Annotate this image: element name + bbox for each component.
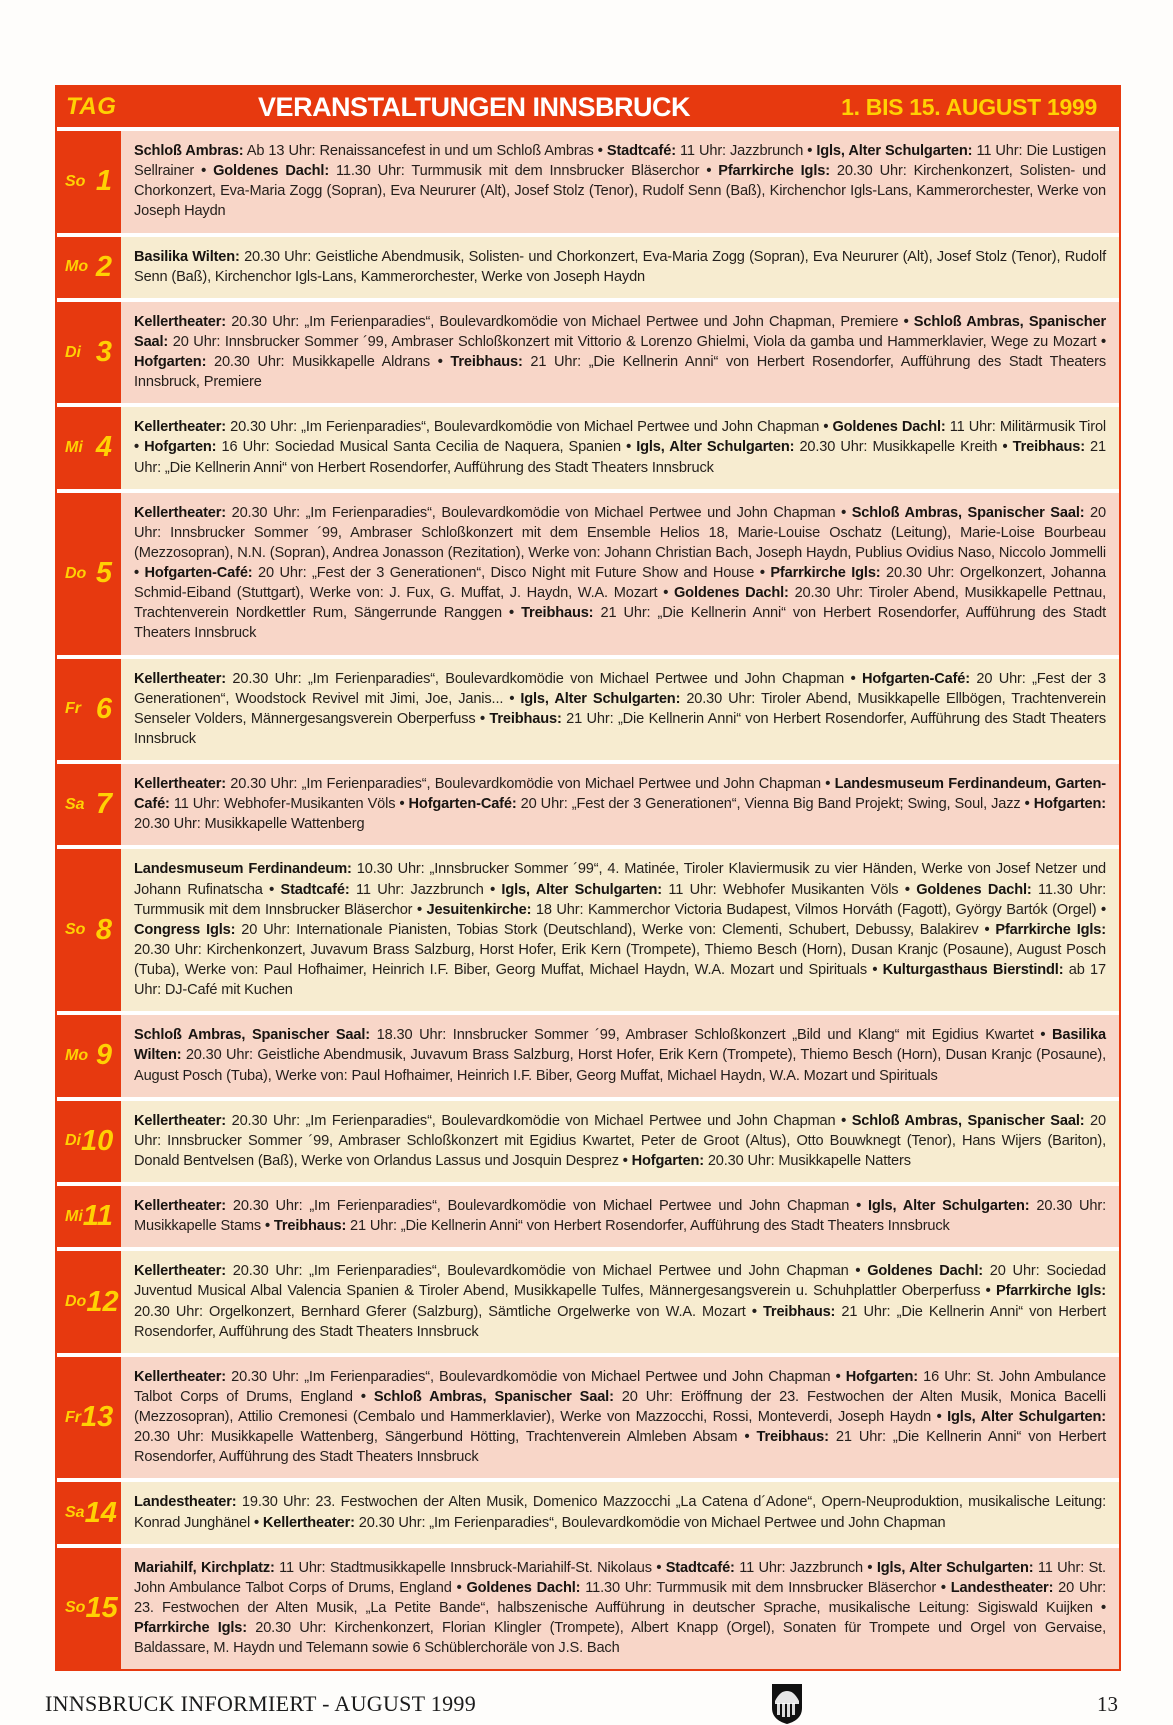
day-events: [121, 493, 1119, 655]
page-title: VERANSTALTUNGEN INNSBRUCK: [258, 91, 691, 122]
calendar-header: [57, 87, 1119, 127]
day-cell: [57, 1101, 121, 1182]
day-cell: [57, 659, 121, 761]
day-row: [57, 407, 1119, 488]
day-row: [57, 764, 1119, 845]
day-number: 15: [85, 1591, 118, 1624]
day-abbr: Mi: [65, 1207, 83, 1225]
day-cell: [57, 1186, 121, 1247]
event-text: Landesmuseum Ferdinandeum: 10.30 Uhr: „Innsbrucker Sommer ´99“, 4. Matinée, Tiroler Klaviermusik zu vier Händen, Werke von Josef Netzer und Johann Rufinatscha • Stadtcafé: 11 Uhr: Jazzbrunch • Igls, Alter Schulgarten: 11 Uhr: Webhofer Musikanten Völs • Goldenes Dachl: 11.30 Uhr: Turmmusik mit dem Innsbrucker Bläserchor • Jesuitenkirche: 18 Uhr: Kammerchor Victoria Budapest, Vilmos Horváth (Fagott), György Bartók (Orgel) • Congress Igls: 20 Uhr: Internationale Pianisten, Tobias Stork (Deutschland), Werke von: Clementi, Schubert, Debussy, Balakirev • Pfarrkirche Igls: 20.30 Uhr: Kirchenkonzert, Juvavum Brass Salzburg, Horst Hofer, Erik Kern (Trompete), Thiemo Besch (Horn), Dusan Kranjc (Posaune), August Posch (Tuba), Werke von: Paul Hofhaimer, Heinrich I.F. Biber, Georg Muffat, Michael Haydn, W.A. Mozart und Spirituals • Kulturgasthaus Bierstindl: ab 17 Uhr: DJ-Café mit Kuchen: [134, 861, 1106, 999]
innsbruck-coat-of-arms-icon: [771, 1683, 803, 1725]
day-row: [57, 131, 1119, 233]
event-text: Kellertheater: 20.30 Uhr: „Im Ferienparadies“, Boulevardkomödie von Michael Pertwee und John Chapman • Landesmuseum Ferdinandeum, Garten-Café: 11 Uhr: Webhofer-Musikanten Völs • Hofgarten-Café: 20 Uhr: „Fest der 3 Generationen“, Vienna Big Band Projekt; Swing, Soul, Jazz • Hofgarten: 20.30 Uhr: Musikkapelle Wattenberg: [134, 776, 1106, 833]
magazine-title: INNSBRUCK INFORMIERT - AUGUST 1999: [45, 1691, 477, 1716]
day-number: 3: [95, 336, 112, 368]
day-events: [121, 1101, 1119, 1182]
day-number: 5: [95, 557, 112, 590]
event-text: Kellertheater: 20.30 Uhr: „Im Ferienparadies“, Boulevardkomödie von Michael Pertwee und John Chapman • Goldenes Dachl: 20 Uhr: Sociedad Juventud Musical Albal Valencia Spanien & Tiroler Abend, Musikkapelle Tulfes, Männergesangsverein u. Schuhplattler Oberperfuss • Pfarrkirche Igls: 20.30 Uhr: Orgelkonzert, Bernhard Gferer (Salzburg), Sämtliche Orgelwerke von W.A. Mozart • Treibhaus: 21 Uhr: „Die Kellnerin Anni“ von Herbert Rosendorfer, Aufführung des Stadt Theaters Innsbruck: [134, 1263, 1106, 1340]
day-events: [121, 1482, 1119, 1543]
day-abbr: Do: [65, 1293, 87, 1310]
day-number: 4: [95, 431, 112, 464]
day-number: 12: [86, 1285, 119, 1318]
day-row: [57, 1186, 1119, 1247]
day-events: [121, 1186, 1119, 1247]
day-abbr: Mi: [65, 438, 83, 456]
day-events: [121, 1015, 1119, 1096]
day-abbr: Di: [65, 343, 81, 361]
day-number: 7: [95, 788, 112, 821]
day-abbr: Mo: [65, 1046, 89, 1064]
day-cell: [57, 764, 121, 845]
event-text: Kellertheater: 20.30 Uhr: „Im Ferienparadies“, Boulevardkomödie von Michael Pertwee und John Chapman • Schloß Ambras, Spanischer Saal: 20 Uhr: Innsbrucker Sommer ´99, Ambraser Schloßkonzert mit Egidius Kwartet, Peter de Groot (Altus), Otto Bouwknegt (Tenor), Hans Wijers (Bariton), Donald Bentvelsen (Baß), Werke von Orlandus Lassus und Josquin Desprez • Hofgarten: 20.30 Uhr: Musikkapelle Natters: [134, 1112, 1106, 1169]
event-text: Kellertheater: 20.30 Uhr: „Im Ferienparadies“, Boulevardkomödie von Michael Pertwee und John Chapman • Goldenes Dachl: 11 Uhr: Militärmusik Tirol • Hofgarten: 16 Uhr: Sociedad Musical Santa Cecilia de Naquera, Spanien • Igls, Alter Schulgarten: 20.30 Uhr: Musikkapelle Kreith • Treibhaus: 21 Uhr: „Die Kellnerin Anni“ von Herbert Rosendorfer, Aufführung des Stadt Theaters Innsbruck: [134, 419, 1106, 476]
day-cell: [57, 1482, 121, 1543]
day-cell: [57, 131, 121, 233]
day-cell: [57, 1548, 121, 1670]
tag-column-header: TAG: [66, 93, 117, 120]
day-number: 2: [95, 250, 112, 283]
event-text: Kellertheater: 20.30 Uhr: „Im Ferienparadies“, Boulevardkomödie von Michael Pertwee und John Chapman • Schloß Ambras, Spanischer Saal: 20 Uhr: Innsbrucker Sommer ´99, Ambraser Schloßkonzert mit dem Ensemble Helios 18, Marie-Louise Oschatz (Leitung), Marie-Loise Bourbeau (Mezzosopran), N.N. (Sopran), Andrea Jonasson (Rezitation), Werke von: Johann Christian Bach, Joseph Haydn, Publius Ovidius Naso, Niccolo Jommelli • Hofgarten-Café: 20 Uhr: „Fest der 3 Generationen“, Disco Night mit Future Show and House • Pfarrkirche Igls: 20.30 Uhr: Orgelkonzert, Johanna Schmid-Eiband (Stuttgart), Werke von: J. Fux, G. Muffat, J. Haydn, W.A. Mozart • Goldenes Dachl: 20.30 Uhr: Tiroler Abend, Musikkapelle Pettnau, Trachtenverein Nordkettler Rum, Sängerrunde Ranggen • Treibhaus: 21 Uhr: „Die Kellnerin Anni“ von Herbert Rosendorfer, Aufführung des Stadt Theaters Innsbruck: [134, 504, 1106, 642]
day-row: [57, 1357, 1119, 1479]
day-row: [57, 1548, 1119, 1670]
day-events: [121, 659, 1119, 761]
day-events: [121, 1548, 1119, 1670]
day-abbr: Mo: [65, 258, 89, 276]
day-abbr: Fr: [65, 700, 81, 718]
day-abbr: So: [65, 172, 86, 190]
day-row: [57, 302, 1119, 404]
day-abbr: Do: [65, 564, 87, 582]
day-abbr: Sa: [65, 1504, 85, 1521]
day-number: 9: [95, 1039, 112, 1072]
day-number: 1: [95, 165, 112, 198]
day-row: [57, 1015, 1119, 1096]
day-row: [57, 1251, 1119, 1353]
event-text: Kellertheater: 20.30 Uhr: „Im Ferienparadies“, Boulevardkomödie von Michael Pertwee und John Chapman • Hofgarten-Café: 20 Uhr: „Fest der 3 Generationen“, Woodstock Revivel mit Jimi, Joe, Janis... • Igls, Alter Schulgarten: 20.30 Uhr: Tiroler Abend, Musikkapelle Ellbögen, Trachtenverein Senseler Volders, Männergesangsverein Oberperfuss • Treibhaus: 21 Uhr: „Die Kellnerin Anni“ von Herbert Rosendorfer, Aufführung des Stadt Theaters Innsbruck: [134, 670, 1106, 747]
day-abbr: So: [65, 921, 86, 939]
day-number: 11: [82, 1200, 113, 1233]
day-events: [121, 407, 1119, 488]
day-events: [121, 1251, 1119, 1353]
day-row: [57, 237, 1119, 298]
page-number: 13: [1096, 1691, 1118, 1716]
day-cell: [57, 493, 121, 655]
day-number: 8: [95, 913, 112, 946]
day-row: [57, 1482, 1119, 1543]
day-events: [121, 302, 1119, 404]
day-cell: [57, 1357, 121, 1479]
day-cell: [57, 237, 121, 298]
event-text: Mariahilf, Kirchplatz: 11 Uhr: Stadtmusikkapelle Innsbruck-Mariahilf-St. Nikolaus • Stadtcafé: 11 Uhr: Jazzbrunch • Igls, Alter Schulgarten: 11 Uhr: St. John Ambulance Talbot Corps of Drums, England • Goldenes Dachl: 11.30 Uhr: Turmmusik mit dem Innsbrucker Bläserchor • Landestheater: 20 Uhr: 23. Festwochen der Alten Musik, „La Petite Bande“, halbszenische Aufführung in deutscher Sprache, musikalische Leitung: Sigiswald Kuijken • Pfarrkirche Igls: 20.30 Uhr: Kirchenkonzert, Florian Klingler (Trompete), Albert Knapp (Orgel), Sonaten für Trompete und Orgel von Gervaise, Baldassare, M. Haydn und Telemann sowie 6 Schüblerchoräle von J.S. Bach: [134, 1559, 1106, 1657]
event-text: Schloß Ambras: Ab 13 Uhr: Renaissancefest in und um Schloß Ambras • Stadtcafé: 11 Uhr: Jazzbrunch • Igls, Alter Schulgarten: 11 Uhr: Die Lustigen Sellrainer • Goldenes Dachl: 11.30 Uhr: Turmmusik mit dem Innsbrucker Bläserchor • Pfarrkirche Igls: 20.30 Uhr: Kirchenkonzert, Solisten- und Chorkonzert, Eva-Maria Zogg (Sopran), Eva Neururer (Alt), Josef Stolz (Tenor), Rudolf Senn (Baß), Kirchenchor Igls-Lans, Kammerorchester, Werke von Joseph Haydn: [134, 143, 1106, 220]
day-cell: [57, 407, 121, 488]
day-number: 6: [95, 692, 112, 725]
event-text: Basilika Wilten: 20.30 Uhr: Geistliche Abendmusik, Solisten- und Chorkonzert, Eva-Maria Zogg (Sopran), Eva Neururer (Alt), Josef Stolz (Tenor), Rudolf Senn (Baß), Kirchenchor Igls-Lans, Kammerorchester, Werke von Joseph Haydn: [134, 248, 1106, 285]
day-cell: [57, 849, 121, 1011]
day-row: [57, 493, 1119, 655]
event-text: Kellertheater: 20.30 Uhr: „Im Ferienparadies“, Boulevardkomödie von Michael Pertwee und John Chapman • Hofgarten: 16 Uhr: St. John Ambulance Talbot Corps of Drums, England • Schloß Ambras, Spanischer Saal: 20 Uhr: Eröffnung der 23. Festwochen der Alten Musik, Monica Bacelli (Mezzosopran), Attilio Cremonesi (Cembalo und Hammerklavier), Werke von Mazzocchi, Rossi, Monteverdi, Joseph Haydn • Igls, Alter Schulgarten: 20.30 Uhr: Musikkapelle Wattenberg, Sängerbund Hötting, Trachtenverein Almleben Absam • Treibhaus: 21 Uhr: „Die Kellnerin Anni“ von Herbert Rosendorfer, Aufführung des Stadt Theaters Innsbruck: [134, 1368, 1106, 1466]
day-abbr: So: [65, 1599, 86, 1617]
day-events: [121, 237, 1119, 298]
events-rows: [57, 131, 1119, 1669]
day-abbr: Di: [65, 1132, 81, 1150]
day-row: [57, 659, 1119, 761]
day-cell: [57, 1251, 121, 1353]
day-row: [57, 1101, 1119, 1182]
day-cell: [57, 302, 121, 404]
day-events: [121, 131, 1119, 233]
day-cell: [57, 1015, 121, 1096]
event-text: Kellertheater: 20.30 Uhr: „Im Ferienparadies“, Boulevardkomödie von Michael Pertwee und John Chapman, Premiere • Schloß Ambras, Spanischer Saal: 20 Uhr: Innsbrucker Sommer ´99, Ambraser Schloßkonzert mit Vittorio & Lorenzo Ghielmi, Viola da gamba und Hammerklavier, Wege zu Mozart • Hofgarten: 20.30 Uhr: Musikkapelle Aldrans • Treibhaus: 21 Uhr: „Die Kellnerin Anni“ von Herbert Rosendorfer, Aufführung des Stadt Theaters Innsbruck, Premiere: [134, 313, 1106, 391]
page-footer: [45, 1683, 1118, 1725]
day-abbr: Sa: [65, 795, 85, 813]
day-number: 14: [84, 1496, 117, 1529]
day-abbr: Fr: [65, 1408, 81, 1426]
event-text: Landestheater: 19.30 Uhr: 23. Festwochen der Alten Musik, Domenico Mazzocchi „La Catena d´Adone“, Opern-Neuproduktion, musikalische Leitung: Konrad Junghänel • Kellertheater: 20.30 Uhr: „Im Ferienparadies“, Boulevardkomödie von Michael Pertwee und John Chapman: [134, 1494, 1106, 1531]
day-events: [121, 849, 1119, 1011]
date-range: 1. BIS 15. AUGUST 1999: [841, 93, 1097, 120]
event-text: Schloß Ambras, Spanischer Saal: 18.30 Uhr: Innsbrucker Sommer ´99, Ambraser Schloßkonzert „Bild und Klang“ mit Egidius Kwartet • Basilika Wilten: 20.30 Uhr: Geistliche Abendmusik, Juvavum Brass Salzburg, Horst Hofer, Erik Kern (Trompete), Thiemo Besch (Horn), Dusan Kranjc (Posaune), August Posch (Tuba), Werke von: Paul Hofhaimer, Heinrich I.F. Biber, Georg Muffat, Michael Haydn, W.A. Mozart und Spirituals: [134, 1027, 1106, 1084]
day-events: [121, 764, 1119, 845]
day-number: 13: [81, 1401, 114, 1434]
event-text: Kellertheater: 20.30 Uhr: „Im Ferienparadies“, Boulevardkomödie von Michael Pertwee und John Chapman • Igls, Alter Schulgarten: 20.30 Uhr: Musikkapelle Stams • Treibhaus: 21 Uhr: „Die Kellnerin Anni“ von Herbert Rosendorfer, Aufführung des Stadt Theaters Innsbruck: [134, 1198, 1106, 1235]
day-events: [121, 1357, 1119, 1479]
day-number: 10: [81, 1124, 114, 1157]
day-row: [57, 849, 1119, 1011]
events-calendar: [55, 85, 1121, 1671]
